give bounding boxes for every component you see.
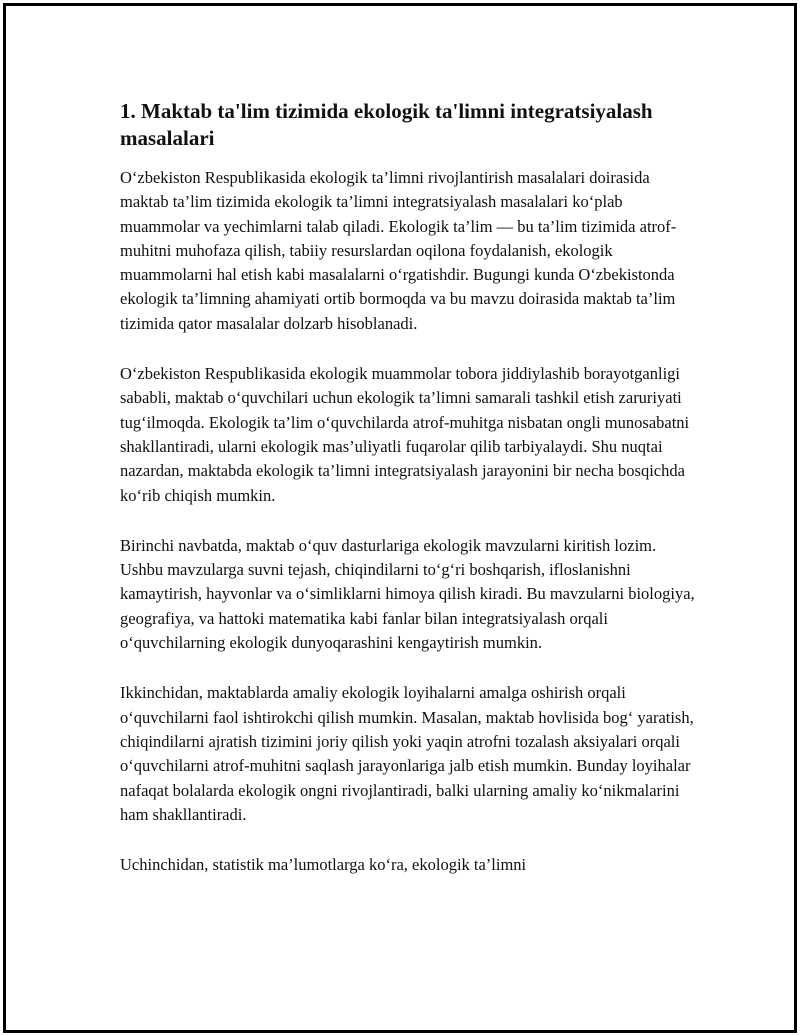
paragraph-1: O‘zbekiston Respublikasida ekologik ta’limni rivojlantirish masalalari doirasida maktab ta’lim tizimida ekologik ta’limni integratsiyalash masalalari ko‘plab muammolar va yechimlarni talab qiladi. Ekologik ta’lim — bu ta’lim tizimida atrof-muhitni muhofaza qilish, tabiiy resurslardan oqilona foydalanish, ekologik muammolarni hal etish kabi masalalarni o‘rgatishdir. Bugungi kunda O‘zbekistonda ekologik ta’limning ahamiyati ortib bormoqda va bu mavzu doirasida maktab ta’lim tizimida qator masalalar dolzarb hisoblanadi.: [120, 168, 677, 333]
document-heading: 1. Maktab ta'lim tizimida ekologik ta'limni integratsiyalash masalalari: [120, 99, 653, 150]
paragraph-5: Uchinchidan, statistik ma’lumotlarga ko‘ra, ekologik ta’limni: [120, 855, 527, 875]
document-body: [120, 98, 702, 877]
page-frame: [3, 3, 797, 1033]
paragraph-2: O‘zbekiston Respublikasida ekologik muammolar tobora jiddiylashib borayotganligi sababli, maktab o‘quvchilari uchun ekologik ta’limni samarali tashkil etish zaruriyati tug‘ilmoqda. Ekologik ta’lim o‘quvchilarda atrof-muhitga nisbatan ongli munosabatni shakllantiradi, ularni ekologik mas’uliyatli fuqarolar qilib tarbiyalaydi. Shu nuqtai nazardan, maktabda ekologik ta’limni integratsiyalash jarayonini bir necha bosqichda ko‘rib chiqish mumkin.: [120, 364, 690, 505]
paragraph-3: Birinchi navbatda, maktab o‘quv dasturlariga ekologik mavzularni kiritish lozim. Ushbu mavzularga suvni tejash, chiqindilarni to‘g‘ri boshqarish, ifloslanishni kamaytirish, hayvonlar va o‘simliklarni himoya qilish kiradi. Bu mavzularni biologiya, geografiya, va hattoki matematika kabi fanlar bilan integratsiyalash orqali o‘quvchilarning ekologik dunyoqarashini kengaytirish mumkin.: [120, 535, 695, 653]
paragraph-4: Ikkinchidan, maktablarda amaliy ekologik loyihalarni amalga oshirish orqali o‘quvchilarni faol ishtirokchi qilish mumkin. Masalan, maktab hovlisida bog‘ yaratish, chiqindilarni ajratish tizimini joriy qilish yoki yaqin atrofni tozalash aksiyalari orqali o‘quvchilarni atrof-muhitni saqlash jarayonlariga jalb etish mumkin. Bunday loyihalar nafaqat bolalarda ekologik ongni rivojlantiradi, balki ularning amaliy ko‘nikmalarini ham shakllantiradi.: [120, 683, 694, 824]
